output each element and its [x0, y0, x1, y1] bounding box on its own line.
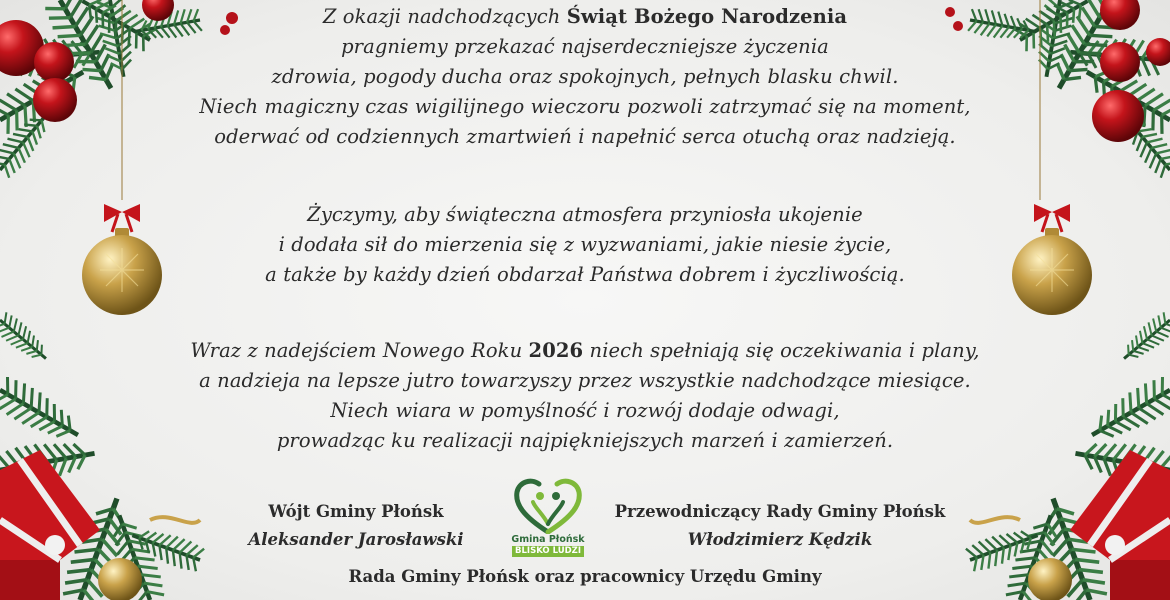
- signature-right: [600, 498, 960, 554]
- logo-name: Gmina Płońsk: [511, 534, 585, 545]
- greeting-line: prowadząc ku realizacji najpiękniejszych marzeń i zamierzeń.: [276, 429, 894, 452]
- greeting-line: oderwać od codziennych zmartwień i napełnić serca otuchą oraz nadzieją.: [214, 125, 956, 148]
- greeting-paragraph-1: [160, 2, 1010, 152]
- holiday-name: Świąt Bożego Narodzenia: [566, 5, 848, 28]
- text: Wraz z nadejściem Nowego Roku: [190, 339, 529, 362]
- gift-box-left: [0, 450, 200, 600]
- greeting-line: a nadzieja na lepsze jutro towarzyszy przez wszystkie nadchodzące miesiące.: [199, 369, 971, 392]
- greeting-line: [160, 336, 1010, 366]
- greeting-line: [160, 2, 1010, 32]
- heart-people-icon: [513, 478, 583, 534]
- signature-name: Aleksander Jarosławski: [248, 530, 464, 549]
- greeting-line: pragniemy przekazać najserdeczniejsze życzenia: [341, 35, 829, 58]
- greeting-line: zdrowia, pogody ducha oraz spokojnych, pełnych blasku chwil.: [271, 65, 899, 88]
- signature-left: [226, 498, 486, 554]
- greeting-line: a także by każdy dzień obdarzał Państwa dobrem i życzliwością.: [265, 263, 905, 286]
- text: Z okazji nadchodzących: [322, 5, 567, 28]
- gold-ornament-left: [82, 204, 162, 315]
- gift-box-right: [970, 450, 1170, 600]
- gold-ornament-right: [1012, 204, 1092, 315]
- text: niech spełniają się oczekiwania i plany,: [583, 339, 980, 362]
- signature-title: Przewodniczący Rady Gminy Płońsk: [614, 502, 946, 521]
- greeting-line: Niech wiara w pomyślność i rozwój dodaje odwagi,: [330, 399, 840, 422]
- year: 2026: [528, 339, 584, 362]
- logo-slogan: BLISKO LUDZI: [512, 546, 584, 557]
- greeting-paragraph-2: [160, 200, 1010, 290]
- greeting-line: Życzymy, aby świąteczna atmosfera przyniosła ukojenie: [307, 203, 863, 226]
- greeting-line: Niech magiczny czas wigilijnego wieczoru pozwoli zatrzymać się na moment,: [199, 95, 971, 118]
- gmina-logo: [500, 478, 596, 578]
- signature-title: Wójt Gminy Płońsk: [268, 502, 444, 521]
- signature-name: Włodzimierz Kędzik: [687, 530, 873, 549]
- greeting-paragraph-3: [160, 336, 1010, 456]
- greeting-line: i dodała sił do mierzenia się z wyzwaniami, jakie niesie życie,: [278, 233, 892, 256]
- footer-signature: Rada Gminy Płońsk oraz pracownicy Urzędu Gminy: [348, 567, 822, 586]
